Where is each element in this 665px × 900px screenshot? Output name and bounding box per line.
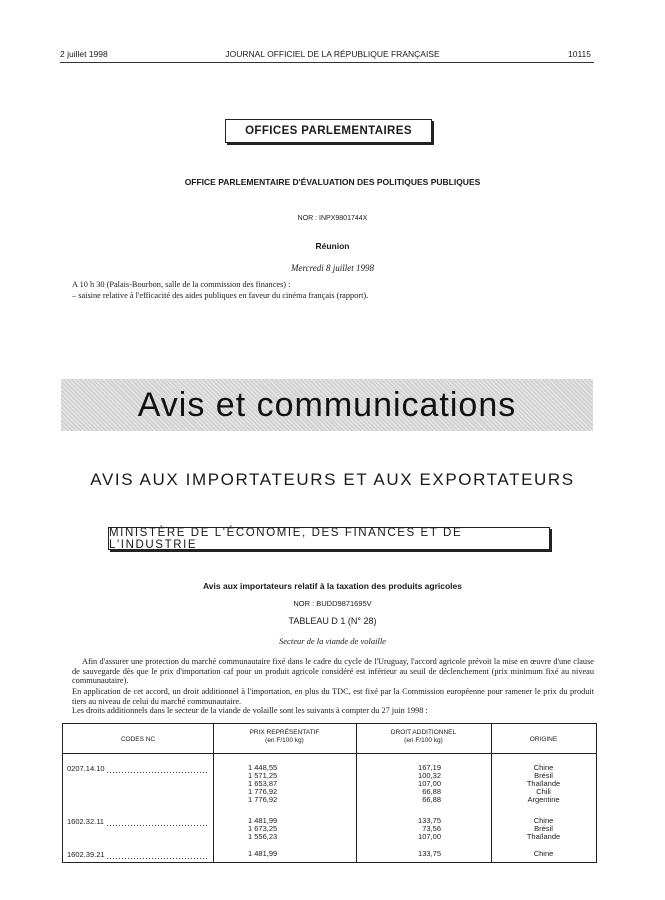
avis-paragraph-2: En application de cet accord, un droit additionnel à l'importation, en plus du TDC, est fixé par la Commission européenne pour ramener le prix du produit tiers au niveau de celui du marché communautaire. (72, 687, 594, 706)
droit-cell: 107,00 (418, 832, 441, 841)
secteur-label: Secteur de la viande de volaille (279, 636, 386, 646)
col-header-codes: CODES NC (120, 736, 156, 743)
col-header-droit (356, 729, 491, 745)
droit-cell: 107,00 (418, 779, 441, 788)
prix-cell: 1 653,87 (248, 779, 278, 788)
droit-cell: 66,88 (422, 795, 441, 804)
origine-cell: Argentine (527, 795, 560, 804)
office-title: OFFICE PARLEMENTAIRE D'ÉVALUATION DES POLITIQUES PUBLIQUES (184, 177, 481, 187)
prix-cell: 1 571,25 (248, 771, 278, 780)
col-header-prix-label: PRIX REPRÉSENTATIF (249, 729, 320, 736)
droit-cell: 66,88 (422, 787, 441, 796)
col-header-prix (213, 729, 356, 745)
table-header-rule (63, 753, 596, 754)
prix-cell: 1 481,99 (248, 849, 278, 858)
prix-cell: 1 556,23 (248, 832, 278, 841)
reunion-date: Mercredi 8 juillet 1998 (290, 263, 375, 273)
tableau-label: TABLEAU D 1 (N° 28) (288, 616, 377, 626)
droit-cell: 133,75 (418, 816, 441, 825)
nc-code-text: 0207.14.10 (67, 764, 105, 773)
prix-cell: 1 481,99 (248, 816, 278, 825)
droit-cell: 133,75 (418, 849, 441, 858)
avis-paragraph-1: Afin d'assurer une protection du marché communautaire fixé dans le cadre du cycle de l'Uruguay, l'accord agricole prévoit la mise en œuvre d'une clause de sauvegarde dès que le prix d'importation caf pour un produit agricole considéré est inférieur au seuil de déclenchement (prix minimum fixé au niveau communautaire). (72, 657, 594, 685)
section-title: AVIS AUX IMPORTATEURS ET AUX EXPORTATEURS (90, 470, 575, 489)
origine-cell: Chine (533, 816, 554, 825)
header-page-number: 10115 (568, 49, 592, 59)
office-nor: NOR : INPX9801744X (297, 215, 368, 222)
section-banner (61, 379, 593, 431)
reunion-line-2: – saisine relative à l'efficacité des aides publiques en faveur du cinéma français (rapport). (72, 291, 369, 300)
header-journal-title: JOURNAL OFFICIEL DE LA RÉPUBLIQUE FRANÇAISE (225, 49, 440, 59)
nc-code (67, 764, 207, 773)
header-date: 2 juillet 1998 (60, 49, 108, 59)
origine-cell: Brésil (534, 824, 553, 833)
avis-nor: NOR : BUDD9871695V (293, 599, 372, 608)
prix-cell: 1 673,25 (248, 824, 278, 833)
prix-cell: 1 776,92 (248, 787, 278, 796)
avis-title: Avis aux importateurs relatif à la taxation des produits agricoles (202, 581, 462, 591)
droit-cell: 73,56 (422, 824, 441, 833)
col-header-droit-unit: (en F/100 kg) (404, 737, 443, 744)
origine-cell: Chine (533, 849, 554, 858)
avis-paragraph-3: Les droits additionnels dans le secteur de la viande de volaille sont les suivants à compter du 27 juin 1998 : (72, 706, 428, 715)
banner-text: Avis et communications (137, 385, 517, 424)
origine-cell: Chine (533, 763, 554, 772)
nc-code (67, 850, 207, 859)
header-rule (60, 62, 594, 63)
nc-code-text: 1602.32.11 (67, 817, 104, 826)
ministry-box: MINISTÈRE DE L'ÉCONOMIE, DES FINANCES ET DE L'INDUSTRIE (108, 527, 550, 550)
origine-cell: Chili (536, 787, 551, 796)
col-header-prix-unit: (en F/100 kg) (265, 737, 304, 744)
reunion-heading: Réunion (315, 241, 350, 251)
origine-cell: Thaïlande (526, 779, 561, 788)
droit-cell: 100,32 (418, 771, 441, 780)
col-header-droit-label: DROIT ADDITIONNEL (390, 729, 457, 736)
droit-cell: 167,19 (418, 763, 441, 772)
prix-cell: 1 448,55 (248, 763, 278, 772)
nc-code-text: 1602.39.21 (67, 850, 105, 859)
reunion-line-1: A 10 h 30 (Palais-Bourbon, salle de la commission des finances) : (72, 280, 291, 289)
offices-box-title: OFFICES PARLEMENTAIRES (225, 119, 432, 143)
origine-cell: Thaïlande (526, 832, 561, 841)
origine-cell: Brésil (534, 771, 553, 780)
col-header-origine: ORIGINE (529, 736, 558, 743)
duties-table (62, 723, 597, 863)
nc-code (67, 817, 207, 826)
prix-cell: 1 776,92 (248, 795, 278, 804)
